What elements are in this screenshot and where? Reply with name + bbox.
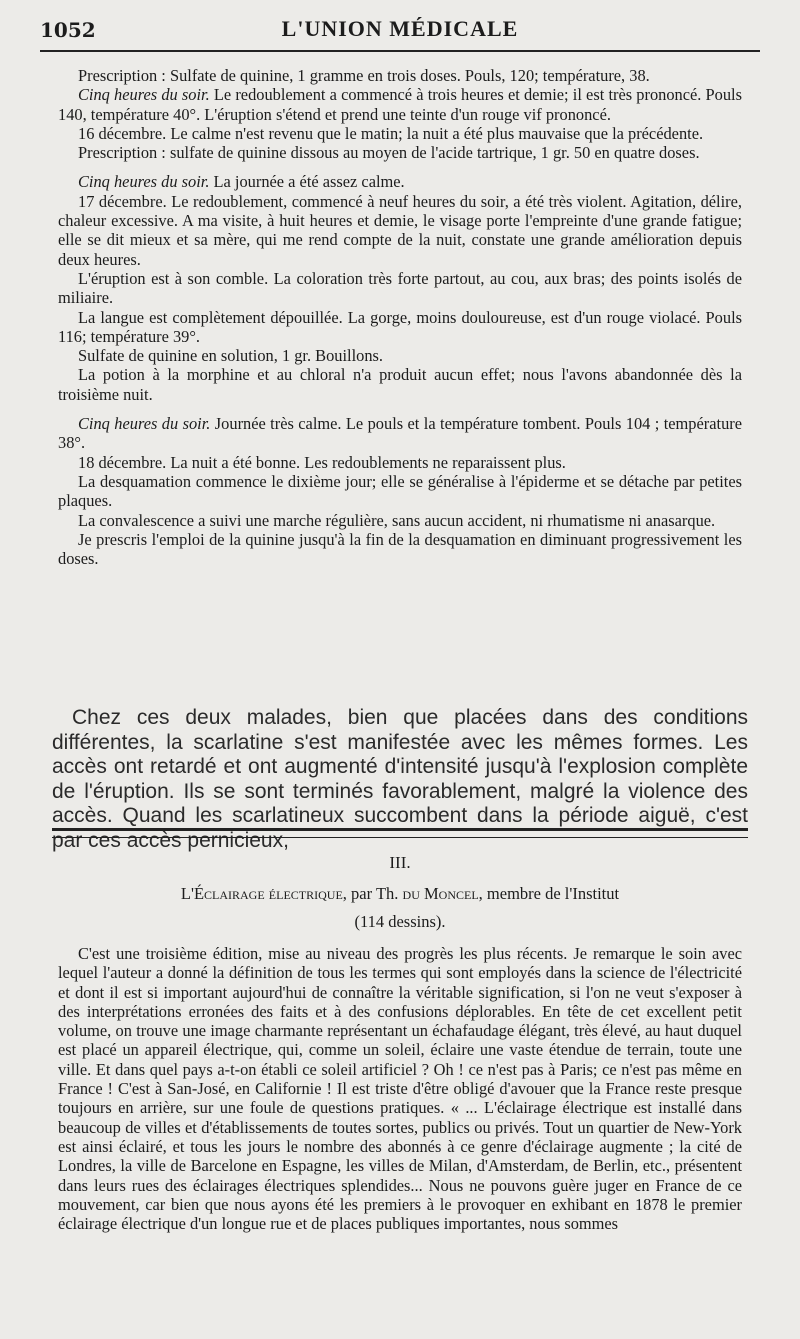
note-text: Journée très calme. Le pouls et la température tombent. Pouls 104 ; température 38°. — [58, 414, 742, 453]
review-paragraph: C'est une troisième édition, mise au niveau des progrès les plus récents. Je remarque le soin avec lequel l'auteur a donné la définition de tous les termes qui sont employés dans la science de l'électricité et dont il est si important aujourd'hui de connaître la véritable signification, si l'on ne veut s'exposer à des interprétations erronées des faits et à des confusions déplorables. En tête de cet excellent petit volume, on trouve une image charmante représentant un échafaudage élégant, très élevé, au haut duquel est placé un appareil électrique, qui, comme un soleil, éclaire une vaste étendue de terrain, toute une ville. Et dans quel pays a-t-on établi ce soleil artificiel ? Oh ! ce n'est pas à Paris; ce n'est pas même en France ! C'est à San-José, en Californie ! Il est triste d'être obligé d'avouer que la France reste presque toujours en arrière, sur une foule de questions pratiques. « ... L'éclairage électrique est installé dans beaucoup de villes et d'établissements de toutes sortes, publics ou privés. Tout un quartier de New-York est ainsi éclairé, et tous les jours le nombre des abonnés à ce genre d'éclairage augmente ; la cité de Londres, la ville de Barcelone en Espagne, les villes de Milan, d'Amsterdam, de Berlin, etc., présentent dans leurs rues des éclairages électriques splendides... Nous ne pouvons guère juger en France de ce mouvement, car bien que nous ayons été les premiers à le provoquer en exhibant en 1878 le premier éclairage électrique d'un longue rue et de places publiques importantes, nous sommes — [58, 944, 742, 1234]
case-note-paragraph — [58, 472, 742, 511]
section-divider — [52, 828, 748, 838]
book-author: du Moncel — [402, 884, 479, 903]
note-text: La journée a été assez calme. — [209, 172, 405, 192]
case-note-paragraph — [58, 530, 742, 569]
case-note-paragraph — [58, 143, 742, 162]
note-text: La desquamation commence le dixième jour; elle se généralise à l'épiderme et se détache par petites plaques. — [58, 471, 742, 511]
book-title-line — [58, 884, 742, 904]
note-text: Le redoublement a commencé à trois heures et demie; il est très prononcé. Pouls 140, température 40°. L'éruption s'étend et prend une teinte d'un rouge vif prononcé. — [58, 85, 742, 124]
case-notes — [58, 66, 742, 568]
case-note-paragraph — [58, 172, 742, 191]
book-by: , par Th. — [342, 884, 403, 903]
note-text: La langue est complètement dépouillée. La gorge, moins douloureuse, est d'un rouge violacé. Pouls 116; température 39°. — [58, 307, 742, 346]
case-note-paragraph — [58, 414, 742, 453]
note-text: Prescription : Sulfate de quinine, 1 gramme en trois doses. Pouls, 120; température, 38. — [78, 66, 650, 85]
note-time-lead: Cinq heures du soir. — [78, 414, 211, 434]
case-note-paragraph — [58, 346, 742, 365]
case-note-paragraph — [58, 365, 742, 404]
note-text: Je prescris l'emploi de la quinine jusqu'à la fin de la desquamation en diminuant progressivement les doses. — [58, 529, 742, 569]
note-text: 16 décembre. Le calme n'est revenu que le matin; la nuit a été plus mauvaise que la précédente. — [78, 123, 704, 143]
page-header — [40, 14, 760, 50]
case-note-paragraph — [58, 192, 742, 269]
section-number: III. — [389, 853, 411, 872]
note-text: L'éruption est à son comble. La coloration très forte partout, au cou, aux bras; des points isolés de miliaire. — [58, 268, 742, 308]
note-text: 17 décembre. Le redoublement, commencé à neuf heures du soir, a été très violent. Agitation, délire, chaleur excessive. A ma visite, à huit heures et demie, le visage porte l'empreinte d'une grande fatigue; elle se dit mieux et sa mère, qui me rend compte de la nuit, constate une grande amélioration depuis deux heures. — [58, 191, 742, 269]
case-note-paragraph — [58, 66, 742, 85]
note-text: 18 décembre. La nuit a été bonne. Les redoublements ne reparaissent plus. — [78, 452, 566, 472]
note-text: La potion à la morphine et au chloral n'a produit aucun effet; nous l'avons abandonnée dès la troisième nuit. — [58, 365, 742, 404]
case-note-paragraph — [58, 269, 742, 308]
book-title: L'Éclairage électrique — [180, 884, 343, 903]
case-note-paragraph — [58, 124, 742, 143]
book-subtitle: (114 dessins). — [354, 912, 446, 931]
review-body — [58, 944, 742, 1233]
note-time-lead: Cinq heures du soir. — [78, 85, 210, 105]
author-affiliation: , membre de l'Institut — [478, 884, 620, 903]
note-text: Prescription : sulfate de quinine dissous au moyen de l'acide tartrique, 1 gr. 50 en quatre doses. — [78, 143, 700, 163]
case-note-paragraph — [58, 453, 742, 472]
header-rule — [40, 50, 760, 52]
note-text: La convalescence a suivi une marche régulière, sans aucun accident, ni rhumatisme ni anasarque. — [78, 510, 716, 530]
page-number: 1052 — [40, 18, 96, 42]
note-time-lead: Cinq heures du soir. — [78, 172, 210, 192]
running-title: L'UNION MÉDICALE — [281, 16, 519, 41]
case-note-paragraph — [58, 511, 742, 530]
conclusion-paragraph: Chez ces deux malades, bien que placées dans des conditions différentes, la scarlatine s'est manifestée avec les mêmes formes. Les accès ont retardé et ont augmenté d'intensité jusqu'à l'explosion complète de l'éruption. Ils se sont terminés favorablement, malgré la violence des accès. Quand les scarlatineux succombent dans la période aiguë, c'est par ces accès pernicieux, — [52, 706, 748, 852]
note-text: Sulfate de quinine en solution, 1 gr. Bouillons. — [78, 346, 384, 366]
case-note-paragraph — [58, 85, 742, 124]
case-note-paragraph — [58, 308, 742, 347]
